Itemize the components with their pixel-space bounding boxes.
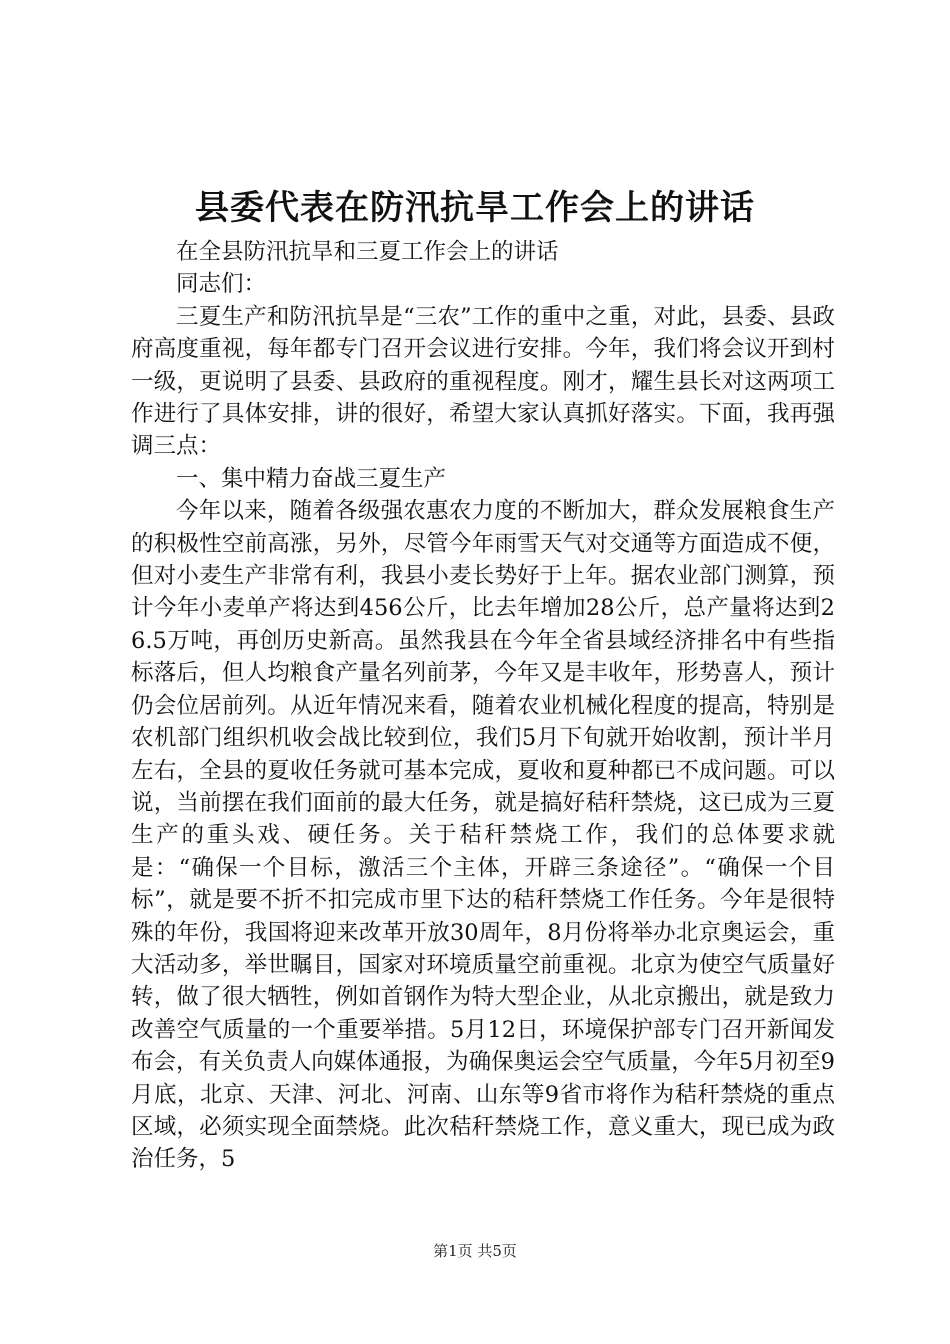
document-title: 县委代表在防汛抗旱工作会上的讲话 bbox=[195, 188, 755, 228]
body-paragraph: 今年以来，随着各级强农惠农力度的不断加大，群众发展粮食生产的积极性空前高涨，另外，尽管今年雨雪天气对交通等方面造成不便，但对小麦生产非常有利，我县小麦长势好于上年。据农业部门测算，预计今年小麦单产将达到456公斤，比去年增加28公斤，总产量将达到26.5万吨，再创历史新高。虽然我县在今年全省县域经济排名中有些指标落后，但人均粮食产量名列前茅，今年又是丰收年，形势喜人，预计仍会位居前列。从近年情况来看，随着农业机械化程度的提高，特别是农机部门组织机收会战比较到位，我们5月下旬就开始收割，预计半月左右，全县的夏收任务就可基本完成，夏收和夏种都已不成问题。可以说，当前摆在我们面前的最大任务，就是搞好秸秆禁烧，这已成为三夏生产的重头戏、硬任务。关于秸秆禁烧工作，我们的总体要求就是：“确保一个目标，激活三个主体，开辟三条途径”。“确保一个目标”，就是要不折不扣完成市里下达的秸秆禁烧工作任务。今年是很特殊的年份，我国将迎来改革开放30周年，8月份将举办北京奥运会，重大活动多，举世瞩目，国家对环境质量空前重视。北京为使空气质量好转，做了很大牺牲，例如首钢作为特大型企业，从北京搬出，就是致力改善空气质量的一个重要举措。5月12日，环境保护部专门召开新闻发布会，有关负责人向媒体通报，为确保奥运会空气质量，今年5月初至9月底，北京、天津、河北、河南、山东等9省市将作为秸秆禁烧的重点区域，必须实现全面禁烧。此次秸秆禁烧工作，意义重大，现已成为政治任务，5 bbox=[131, 498, 835, 1173]
document-body bbox=[131, 236, 835, 1176]
salutation: 同志们： bbox=[176, 271, 267, 298]
body-paragraph: 三夏生产和防汛抗旱是“三农”工作的重中之重，对此，县委、县政府高度重视，每年都专门召开会议进行安排。今年，我们将会议开到村一级，更说明了县委、县政府的重视程度。刚才，耀生县长对这两项工作进行了具体安排，讲的很好，希望大家认真抓好落实。下面，我再强调三点： bbox=[131, 303, 835, 460]
section-heading: 一、集中精力奋战三夏生产 bbox=[176, 465, 447, 492]
page-number: 第1页 共5页 bbox=[433, 1242, 517, 1260]
speech-subtitle: 在全县防汛抗旱和三夏工作会上的讲话 bbox=[176, 239, 559, 265]
